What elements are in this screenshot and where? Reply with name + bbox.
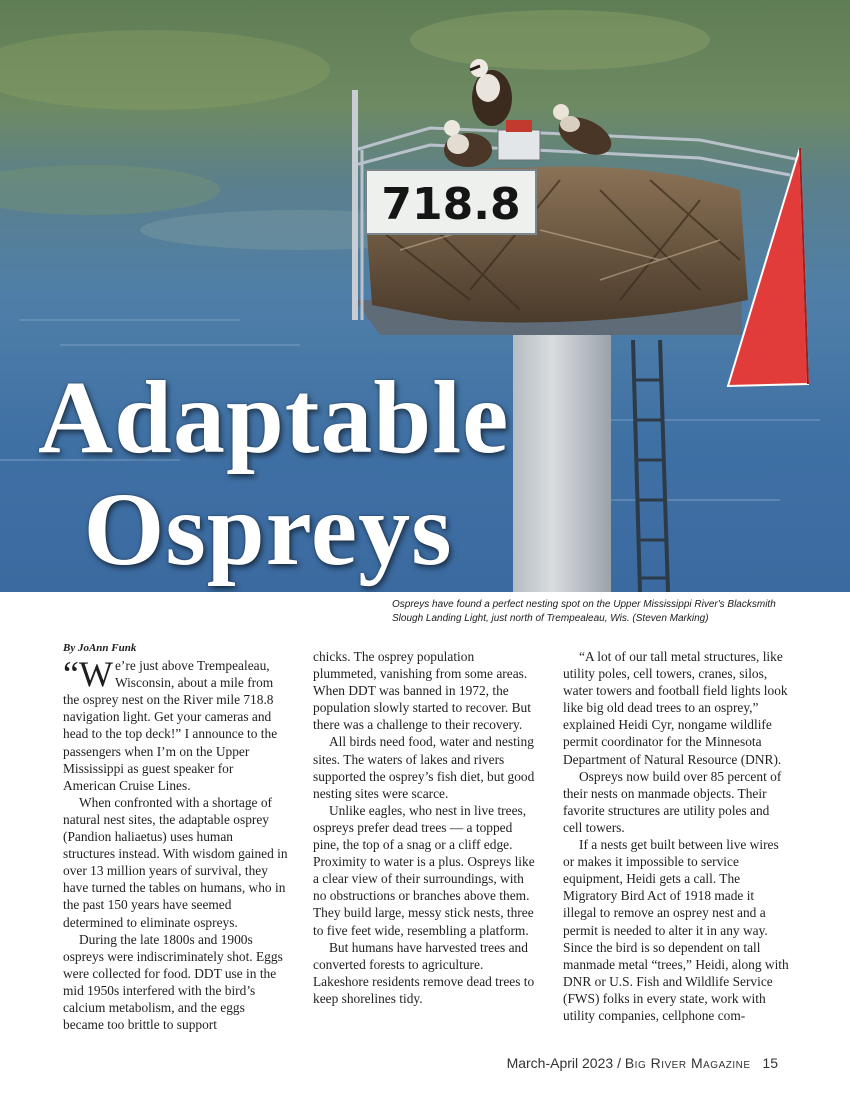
byline: By JoAnn Funk [63, 642, 137, 654]
article-title [38, 360, 510, 587]
issue-date: March-April 2023 [506, 1055, 614, 1071]
navigation-light [498, 130, 540, 160]
paragraph: “A lot of our tall metal structures, like utility poles, cell towers, cranes, silos, water towers and football field lights look like big old dead trees to an osprey,” explained Heidi Cyr, nongame wildlife permit coordinator for the Minnesota Department of Natural Resource (DNR). [563, 649, 788, 767]
pole [513, 330, 611, 592]
article-column-1 [63, 640, 288, 1033]
article-column-3 [563, 648, 789, 1024]
article-column-2 [313, 648, 539, 1007]
paragraph [63, 654, 288, 794]
page-footer [507, 1055, 778, 1071]
title-line-1: Adaptable [38, 360, 510, 475]
paragraph: All birds need food, water and nesting sites. The waters of lakes and rivers supported the osprey’s fish diet, but good nesting sites were scarce. [313, 734, 535, 801]
paragraph: During the late 1800s and 1900s ospreys were indiscriminately shot. Eggs were collected for food. DDT use in the mid 1950s interfered with the bird’s calcium metabolism, and the eggs became too brittle to support [63, 931, 283, 1033]
paragraph: chicks. The osprey population plummeted, vanishing from some areas. When DDT was banned in 1972, the population slowly started to recover. But there was a challenge to their recovery. [313, 649, 531, 733]
paragraph: If a nests get built between live wires or makes it impossible to service equipment, Heidi gets a call. The Migratory Bird Act of 1918 made it illegal to remove an osprey nest and a permit is needed to alter it in any way. Since the bird is so dependent on tall manmade metal “trees,” Heidi, along with DNR or U.S. Fish and Wildlife Service (FWS) folks in every state, work with utility companies, cellphone com- [563, 837, 789, 1023]
paragraph: Ospreys now build over 85 percent of their nests on manmade objects. Their favorite structures are utility poles and cell towers. [563, 768, 782, 835]
drop-cap: “W [63, 654, 113, 695]
paragraph: But humans have harvested trees and converted forests to agriculture. Lakeshore residents remove dead trees to keep shorelines tidy. [313, 939, 535, 1006]
footer-separator: / [617, 1055, 621, 1071]
paragraph: When confronted with a shortage of natural nest sites, the adaptable osprey (Pandion haliaetus) uses human structures instead. With wisdom gained in over 13 million years of survival, they have turned the tables on humans, who in the past 150 years have seemed determined to eliminate ospreys. [63, 794, 288, 930]
magazine-name: Big River Magazine [624, 1055, 751, 1071]
paragraph: Unlike eagles, who nest in live trees, ospreys prefer dead trees — a topped pine, the top of a snag or a cliff edge. Proximity to water is a plus. Ospreys like a clear view of their surroundings, with no obstructions or branches above them. They build large, messy stick nests, three to five feet wide, resembling a platform. [313, 802, 535, 938]
paragraph-text: e’re just above Trempealeau, Wisconsin, about a mile from the osprey nest on the River mile 718.8 navigation light. Get your cameras and head to the top deck!” I announce to the passengers when I’m on the Upper Mississippi as guest speaker for American Cruise Lines. [63, 658, 278, 793]
mile-marker-number: 718.8 [381, 179, 521, 230]
title-line-2: Ospreys [83, 472, 453, 587]
photo-caption: Ospreys have found a perfect nesting spot on the Upper Mississippi River's Blacksmith Slough Landing Light, just north of Trempealeau, Wis. (Steven Marking) [392, 599, 776, 624]
page-number: 15 [762, 1055, 778, 1071]
